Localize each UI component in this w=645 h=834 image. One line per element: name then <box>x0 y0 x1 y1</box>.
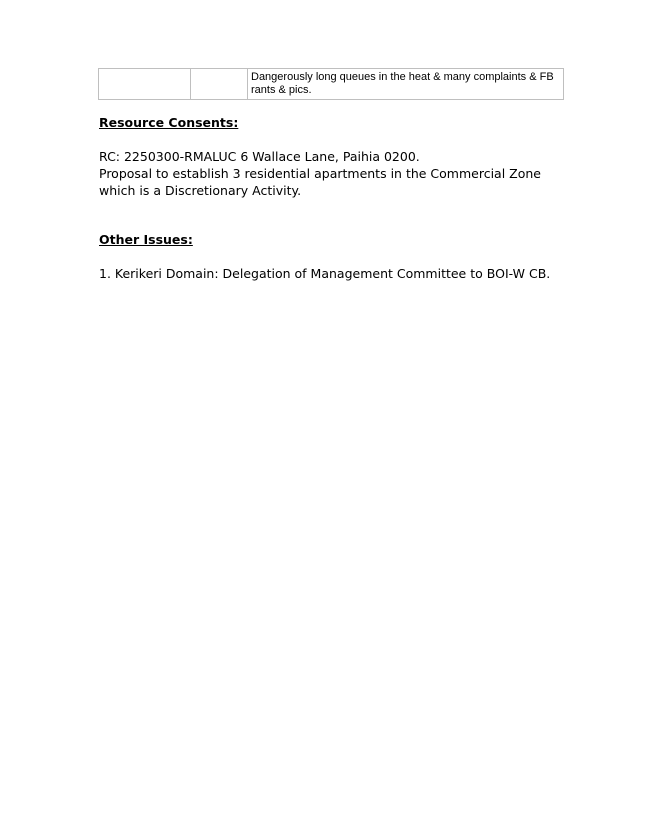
notes-table-container <box>98 68 564 100</box>
notes-table <box>98 68 564 100</box>
resource-consent-reference: RC: 2250300-RMALUC 6 Wallace Lane, Paihia 0200. <box>99 149 420 164</box>
table-cell-2 <box>191 69 248 100</box>
other-issues-item: 1. Kerikeri Domain: Delegation of Management Committee to BOI-W CB. <box>99 266 551 281</box>
other-issues-heading: Other Issues: <box>99 232 193 247</box>
table-cell-1 <box>99 69 191 100</box>
table-cell-3: Dangerously long queues in the heat & many complaints & FB rants & pics. <box>248 69 564 100</box>
resource-consent-description: Proposal to establish 3 residential apartments in the Commercial Zone which is a Discretionary Activity. <box>99 166 541 198</box>
resource-consents-heading: Resource Consents: <box>99 115 239 130</box>
table-row <box>99 69 564 100</box>
